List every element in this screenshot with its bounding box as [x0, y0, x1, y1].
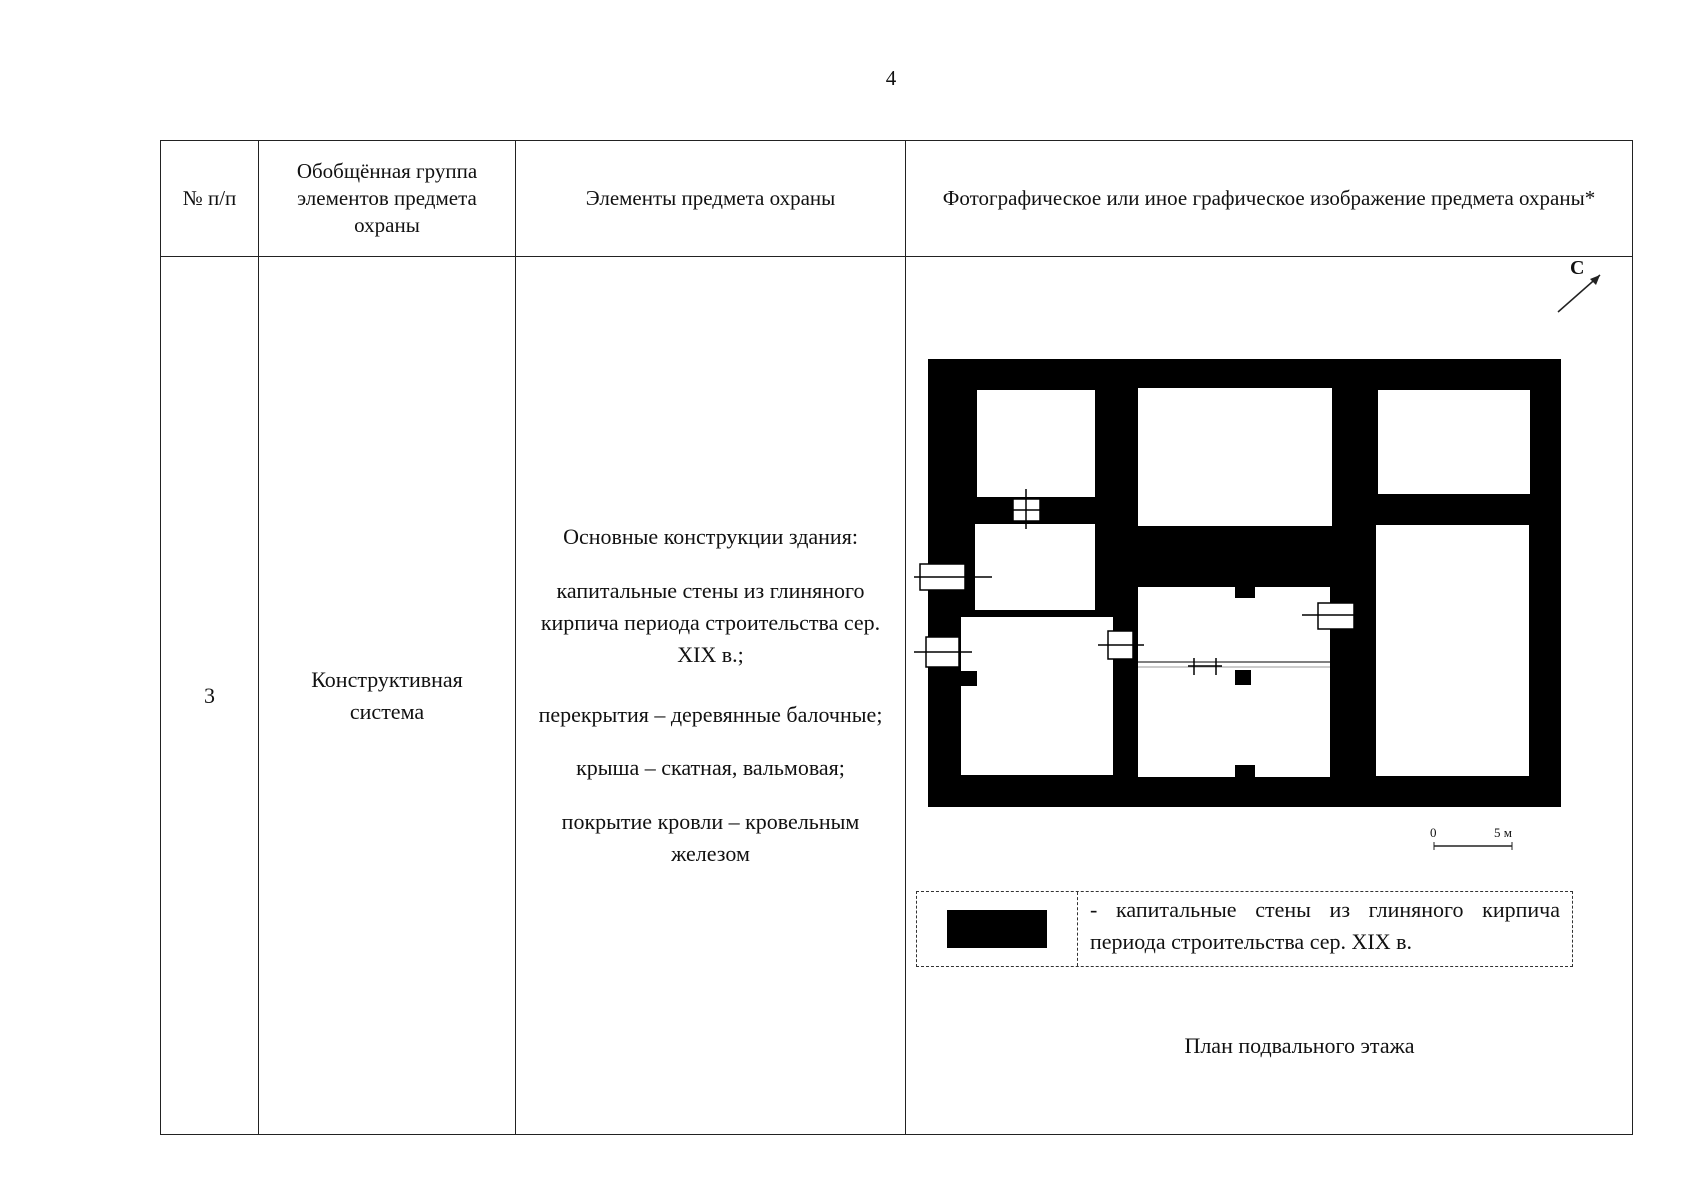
- header-group: Обобщённая группа элементов предмета охраны: [259, 141, 516, 257]
- room-bottom-right: [1376, 525, 1529, 776]
- element-floors: перекрытия – деревянные балочные;: [538, 701, 883, 727]
- room-mid-left: [975, 524, 1095, 610]
- basement-floor-plan: [906, 257, 1631, 1132]
- table-row: [161, 257, 1633, 1135]
- north-arrow-icon: [1558, 257, 1600, 312]
- room-bottom-left: [961, 617, 1113, 775]
- element-roofing: покрытие кровли – кровельным железом: [561, 809, 860, 867]
- legend-swatch-cell: [917, 892, 1078, 966]
- room-top-right: [1378, 390, 1530, 494]
- element-walls: капитальные стены из глиняного кирпича периода строительства сер. XIX в.;: [540, 577, 881, 667]
- room-top-center: [1138, 388, 1332, 526]
- scale-start-label: 0: [1430, 825, 1437, 840]
- legend-swatch: [947, 910, 1047, 948]
- group-label: Конструктивная система: [311, 666, 463, 724]
- room-bottom-center: [1138, 587, 1330, 777]
- element-roof: крыша – скатная, вальмовая;: [576, 755, 845, 781]
- page-number: 4: [885, 66, 897, 90]
- legend-text: - капитальные стены из глиняного кирпича периода строительства сер. XIX в.: [1090, 897, 1560, 954]
- north-label: С: [1570, 257, 1585, 279]
- header-elements: Элементы предмета охраны: [516, 141, 906, 257]
- header-number: № п/п: [161, 141, 259, 257]
- header-image: Фотографическое или иное графическое изображение предмета охраны*: [906, 141, 1633, 257]
- elements-intro: Основные конструкции здания:: [563, 523, 858, 549]
- row-elements: [516, 257, 906, 1135]
- room-top-left: [977, 390, 1095, 497]
- plan-caption: План подвального этажа: [1184, 1033, 1415, 1058]
- row-group: [259, 257, 516, 1135]
- row-image: [906, 257, 1633, 1135]
- scale-bar: [1430, 825, 1512, 850]
- heritage-table: [160, 140, 1633, 1135]
- plan-legend: [916, 891, 1573, 967]
- scale-end-label: 5 м: [1494, 825, 1512, 840]
- table-header-row: [161, 141, 1633, 257]
- row-number: 3: [161, 257, 259, 1135]
